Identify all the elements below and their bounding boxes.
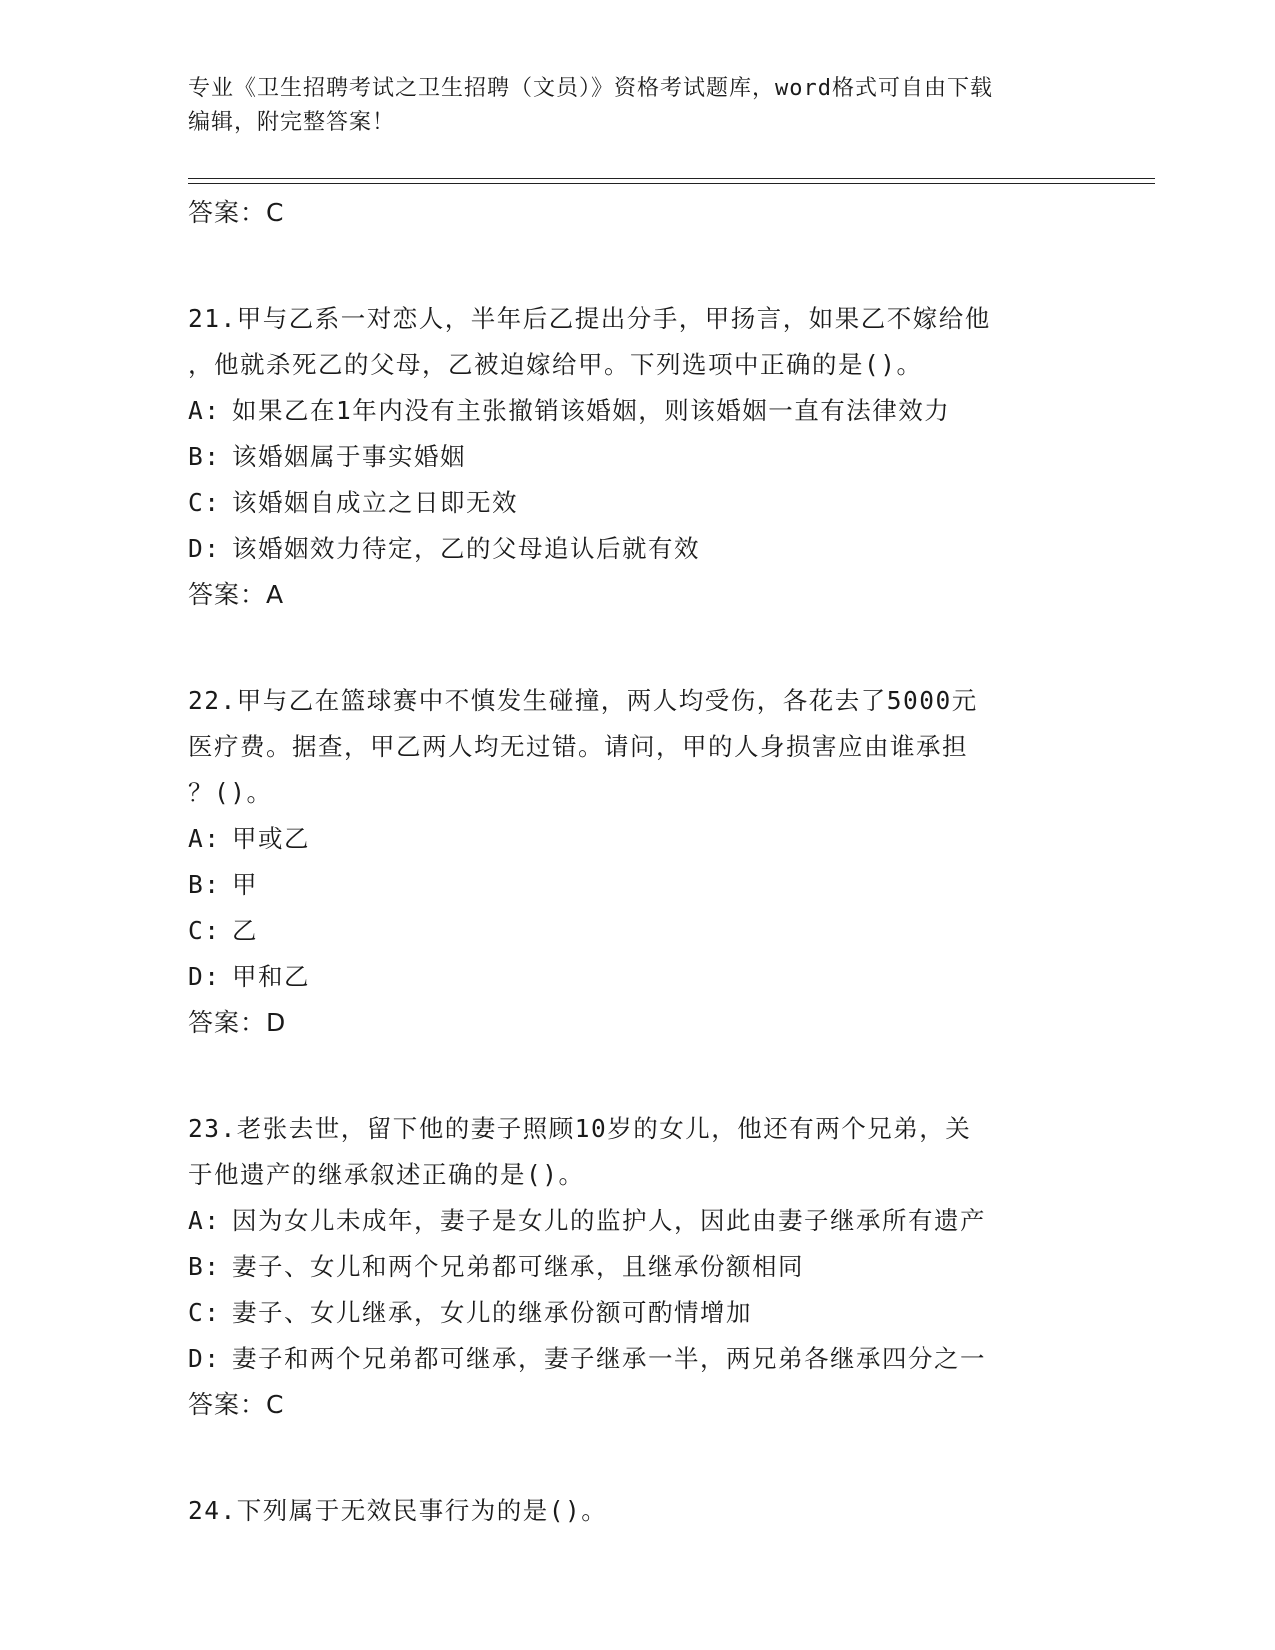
option-letter: D: [188, 534, 221, 563]
option-text: 甲或乙 [232, 824, 310, 853]
option-d [188, 954, 1118, 1000]
question-stem-line: 24.下列属于无效民事行为的是()。 [188, 1496, 608, 1525]
option-text: 如果乙在1年内没有主张撤销该婚姻，则该婚姻一直有法律效力 [232, 396, 951, 425]
option-b [188, 1244, 1118, 1290]
option-d [188, 526, 1118, 572]
answer-line: 答案：C [188, 198, 285, 227]
option-letter: D: [188, 962, 221, 991]
answer-line: 答案：D [188, 1008, 287, 1037]
header-line-1: 专业《卫生招聘考试之卫生招聘（文员）》资格考试题库，word格式可自由下载 [188, 76, 993, 101]
option-a [188, 388, 1118, 434]
option-a [188, 1198, 1118, 1244]
option-text: 因为女儿未成年，妻子是女儿的监护人，因此由妻子继承所有遗产 [232, 1206, 986, 1235]
option-letter: C: [188, 1298, 221, 1327]
question-stem-line: 医疗费。据查，甲乙两人均无过错。请问，甲的人身损害应由谁承担 [188, 732, 968, 761]
answer-line: 答案：C [188, 1390, 285, 1419]
option-text: 妻子、女儿和两个兄弟都可继承，且继承份额相同 [232, 1252, 804, 1281]
option-c [188, 908, 1118, 954]
option-text: 该婚姻自成立之日即无效 [232, 488, 518, 517]
question-block [188, 678, 1118, 1046]
spacer [188, 1428, 1118, 1488]
question-stem-line: 21.甲与乙系一对恋人，半年后乙提出分手，甲扬言，如果乙不嫁给他 [188, 304, 991, 333]
header-divider [188, 178, 1155, 184]
spacer [188, 618, 1118, 678]
option-text: 甲和乙 [232, 962, 310, 991]
option-b [188, 434, 1118, 480]
option-b [188, 862, 1118, 908]
option-letter: D: [188, 1344, 221, 1373]
option-a [188, 816, 1118, 862]
question-stem-line: ，他就杀死乙的父母，乙被迫嫁给甲。下列选项中正确的是()。 [188, 350, 923, 379]
question-block [188, 296, 1118, 618]
question-stem-line: ？()。 [188, 778, 273, 807]
question-list [188, 190, 1118, 1534]
spacer [188, 1046, 1118, 1106]
answer-line: 答案：A [188, 580, 285, 609]
option-letter: A: [188, 824, 221, 853]
header-line-2: 编辑，附完整答案！ [188, 110, 396, 135]
option-letter: B: [188, 442, 221, 471]
option-letter: A: [188, 1206, 221, 1235]
option-letter: C: [188, 916, 221, 945]
option-c [188, 480, 1118, 526]
option-letter: B: [188, 1252, 221, 1281]
question-stem-line: 于他遗产的继承叙述正确的是()。 [188, 1160, 585, 1189]
spacer [188, 236, 1118, 296]
option-text: 甲 [232, 870, 258, 899]
question-stem-line: 23.老张去世，留下他的妻子照顾10岁的女儿，他还有两个兄弟，关 [188, 1114, 972, 1143]
option-text: 乙 [232, 916, 258, 945]
option-text: 该婚姻属于事实婚姻 [232, 442, 466, 471]
option-c [188, 1290, 1118, 1336]
question-block [188, 1488, 1118, 1534]
option-letter: A: [188, 396, 221, 425]
option-letter: C: [188, 488, 221, 517]
question-block [188, 1106, 1118, 1428]
question-stem-line: 22.甲与乙在篮球赛中不慎发生碰撞，两人均受伤，各花去了5000元 [188, 686, 978, 715]
option-letter: B: [188, 870, 221, 899]
option-text: 妻子、女儿继承，女儿的继承份额可酌情增加 [232, 1298, 752, 1327]
option-text: 该婚姻效力待定，乙的父母追认后就有效 [232, 534, 700, 563]
option-d [188, 1336, 1118, 1382]
option-text: 妻子和两个兄弟都可继承，妻子继承一半，两兄弟各继承四分之一 [232, 1344, 986, 1373]
document-header [188, 72, 1088, 140]
